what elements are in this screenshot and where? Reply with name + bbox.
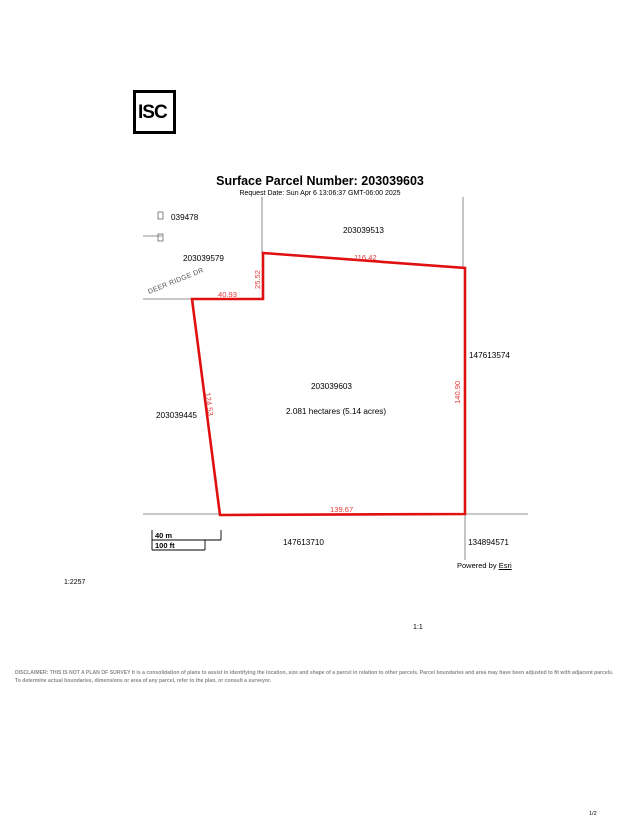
parcel-area: 2.081 hectares (5.14 acres): [286, 407, 387, 416]
page-number: 1/2: [589, 811, 597, 817]
parcel-label-147613574: 147613574: [469, 351, 510, 360]
dimension-bottom: 139.67: [330, 505, 354, 514]
scale-imperial: 100 ft: [155, 541, 175, 550]
scale-metric: 40 m: [155, 531, 173, 540]
dimension-right: 140.90: [453, 380, 462, 404]
unit-marker: [158, 234, 163, 241]
map-title: Surface Parcel Number: 203039603: [216, 174, 424, 188]
parcel-label-203039603: 203039603: [311, 382, 352, 391]
parcel-label-039478: 039478: [171, 213, 199, 222]
parcel-label-134894571: 134894571: [468, 538, 509, 547]
dimension-top: 116.42: [354, 253, 377, 262]
dimension-left: 124.53: [203, 392, 216, 417]
scale-bar: [151, 529, 223, 553]
dimension-notch-horizontal: 40.93: [218, 290, 238, 299]
parcel-label-203039445: 203039445: [156, 411, 197, 420]
road-label: DEER RIDGE DR: [147, 267, 205, 296]
parcel-label-203039579: 203039579: [183, 254, 224, 263]
scale-ratio: 1:2257: [64, 579, 86, 586]
dimension-notch-vertical: 25.52: [253, 269, 262, 289]
attribution-prefix: Powered by: [457, 561, 499, 570]
unit-marker: [158, 212, 163, 219]
disclaimer: DISCLAIMER: THIS IS NOT A PLAN OF SURVEY It is a consolidation of plans to assist in identifying the location, size and shape of a parcel in relation to other parcels. Parcel boundaries and area may have been adjusted to fit with adjacent parcels. To determine actual boundaries, dimensions or area of any parcel, refer to the plan, or consult a surveyor.: [15, 670, 614, 684]
esri-link[interactable]: Esri: [498, 561, 512, 570]
parcel-label-147613710: 147613710: [283, 538, 324, 547]
esri-attribution: [457, 561, 512, 570]
request-date: Request Date: Sun Apr 6 13:06:37 GMT-06:00 2025: [239, 190, 401, 197]
parcel-label-203039513: 203039513: [343, 226, 384, 235]
isc-logo-text: ISC: [138, 102, 167, 123]
zoom-ratio: 1:1: [413, 624, 423, 631]
